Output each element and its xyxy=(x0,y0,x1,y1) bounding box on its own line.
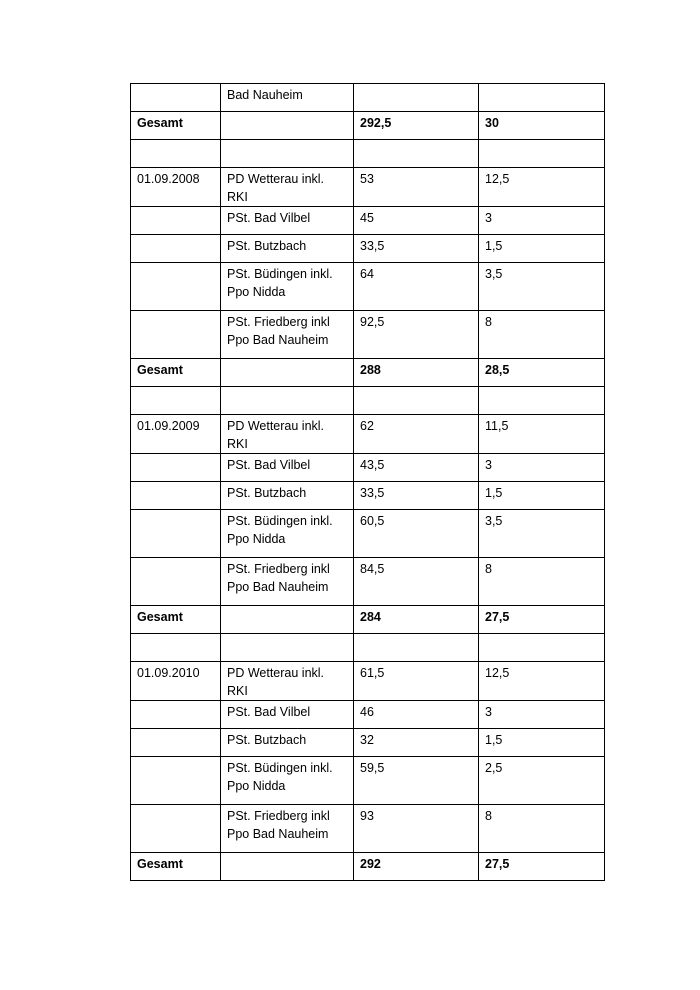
value-cell: 64 xyxy=(354,263,479,311)
table-row xyxy=(131,454,605,482)
table-row xyxy=(131,662,605,701)
date-cell xyxy=(131,634,221,662)
value-cell: 46 xyxy=(354,701,479,729)
value-cell: 284 xyxy=(354,606,479,634)
count-cell xyxy=(479,634,605,662)
date-cell: 01.09.2008 xyxy=(131,168,221,207)
unit-cell: PSt. Friedberg inkl Ppo Bad Nauheim xyxy=(221,558,354,606)
count-cell: 8 xyxy=(479,558,605,606)
count-cell: 3,5 xyxy=(479,510,605,558)
unit-cell: PSt. Friedberg inkl Ppo Bad Nauheim xyxy=(221,311,354,359)
value-cell: 61,5 xyxy=(354,662,479,701)
spacer-row xyxy=(131,387,605,415)
value-cell: 33,5 xyxy=(354,482,479,510)
table-row xyxy=(131,701,605,729)
value-cell xyxy=(354,387,479,415)
unit-cell xyxy=(221,140,354,168)
spacer-row xyxy=(131,140,605,168)
unit-cell xyxy=(221,853,354,881)
unit-cell: PSt. Friedberg inkl Ppo Bad Nauheim xyxy=(221,805,354,853)
total-row xyxy=(131,112,605,140)
date-cell xyxy=(131,263,221,311)
value-cell: 288 xyxy=(354,359,479,387)
table-row xyxy=(131,757,605,805)
date-cell: 01.09.2009 xyxy=(131,415,221,454)
count-cell: 27,5 xyxy=(479,606,605,634)
date-cell: Gesamt xyxy=(131,359,221,387)
count-cell: 2,5 xyxy=(479,757,605,805)
table-row xyxy=(131,84,605,112)
date-cell: Gesamt xyxy=(131,112,221,140)
unit-cell xyxy=(221,634,354,662)
unit-cell: PSt. Büdingen inkl. Ppo Nidda xyxy=(221,757,354,805)
unit-cell: PSt. Bad Vilbel xyxy=(221,454,354,482)
date-cell xyxy=(131,140,221,168)
table-row xyxy=(131,415,605,454)
value-cell: 33,5 xyxy=(354,235,479,263)
unit-cell xyxy=(221,606,354,634)
unit-cell: PSt. Büdingen inkl. Ppo Nidda xyxy=(221,263,354,311)
table-row xyxy=(131,729,605,757)
total-row xyxy=(131,853,605,881)
staffing-table xyxy=(130,83,605,881)
value-cell: 292 xyxy=(354,853,479,881)
spacer-row xyxy=(131,634,605,662)
table-row xyxy=(131,558,605,606)
unit-cell: PSt. Butzbach xyxy=(221,729,354,757)
date-cell xyxy=(131,510,221,558)
value-cell: 60,5 xyxy=(354,510,479,558)
count-cell: 11,5 xyxy=(479,415,605,454)
date-cell xyxy=(131,757,221,805)
unit-cell: PD Wetterau inkl. RKI xyxy=(221,662,354,701)
value-cell: 32 xyxy=(354,729,479,757)
count-cell xyxy=(479,84,605,112)
count-cell: 27,5 xyxy=(479,853,605,881)
count-cell: 8 xyxy=(479,311,605,359)
value-cell: 53 xyxy=(354,168,479,207)
value-cell xyxy=(354,84,479,112)
date-cell xyxy=(131,729,221,757)
unit-cell: PSt. Butzbach xyxy=(221,235,354,263)
date-cell xyxy=(131,84,221,112)
count-cell: 1,5 xyxy=(479,482,605,510)
value-cell: 45 xyxy=(354,207,479,235)
date-cell xyxy=(131,311,221,359)
unit-cell: PD Wetterau inkl. RKI xyxy=(221,415,354,454)
table-row xyxy=(131,168,605,207)
value-cell xyxy=(354,140,479,168)
table-row xyxy=(131,263,605,311)
date-cell xyxy=(131,387,221,415)
table-row xyxy=(131,235,605,263)
total-row xyxy=(131,606,605,634)
count-cell: 8 xyxy=(479,805,605,853)
count-cell: 3 xyxy=(479,701,605,729)
date-cell: Gesamt xyxy=(131,853,221,881)
unit-cell xyxy=(221,112,354,140)
value-cell: 92,5 xyxy=(354,311,479,359)
value-cell: 93 xyxy=(354,805,479,853)
table-row xyxy=(131,482,605,510)
date-cell xyxy=(131,805,221,853)
value-cell: 292,5 xyxy=(354,112,479,140)
date-cell xyxy=(131,454,221,482)
date-cell xyxy=(131,235,221,263)
date-cell: Gesamt xyxy=(131,606,221,634)
unit-cell: PSt. Bad Vilbel xyxy=(221,207,354,235)
value-cell: 59,5 xyxy=(354,757,479,805)
date-cell xyxy=(131,701,221,729)
date-cell: 01.09.2010 xyxy=(131,662,221,701)
value-cell xyxy=(354,634,479,662)
count-cell: 30 xyxy=(479,112,605,140)
unit-cell: PSt. Bad Vilbel xyxy=(221,701,354,729)
table-row xyxy=(131,311,605,359)
table-row xyxy=(131,805,605,853)
count-cell: 1,5 xyxy=(479,235,605,263)
unit-cell: PSt. Büdingen inkl. Ppo Nidda xyxy=(221,510,354,558)
unit-cell xyxy=(221,359,354,387)
unit-cell: PD Wetterau inkl. RKI xyxy=(221,168,354,207)
count-cell: 3 xyxy=(479,454,605,482)
count-cell: 12,5 xyxy=(479,168,605,207)
value-cell: 43,5 xyxy=(354,454,479,482)
value-cell: 62 xyxy=(354,415,479,454)
total-row xyxy=(131,359,605,387)
count-cell xyxy=(479,387,605,415)
count-cell: 3 xyxy=(479,207,605,235)
count-cell: 12,5 xyxy=(479,662,605,701)
table-body xyxy=(131,84,605,881)
count-cell: 3,5 xyxy=(479,263,605,311)
date-cell xyxy=(131,558,221,606)
unit-cell xyxy=(221,387,354,415)
table-row xyxy=(131,207,605,235)
count-cell: 1,5 xyxy=(479,729,605,757)
date-cell xyxy=(131,482,221,510)
value-cell: 84,5 xyxy=(354,558,479,606)
count-cell xyxy=(479,140,605,168)
table-row xyxy=(131,510,605,558)
unit-cell: Bad Nauheim xyxy=(221,84,354,112)
count-cell: 28,5 xyxy=(479,359,605,387)
date-cell xyxy=(131,207,221,235)
unit-cell: PSt. Butzbach xyxy=(221,482,354,510)
